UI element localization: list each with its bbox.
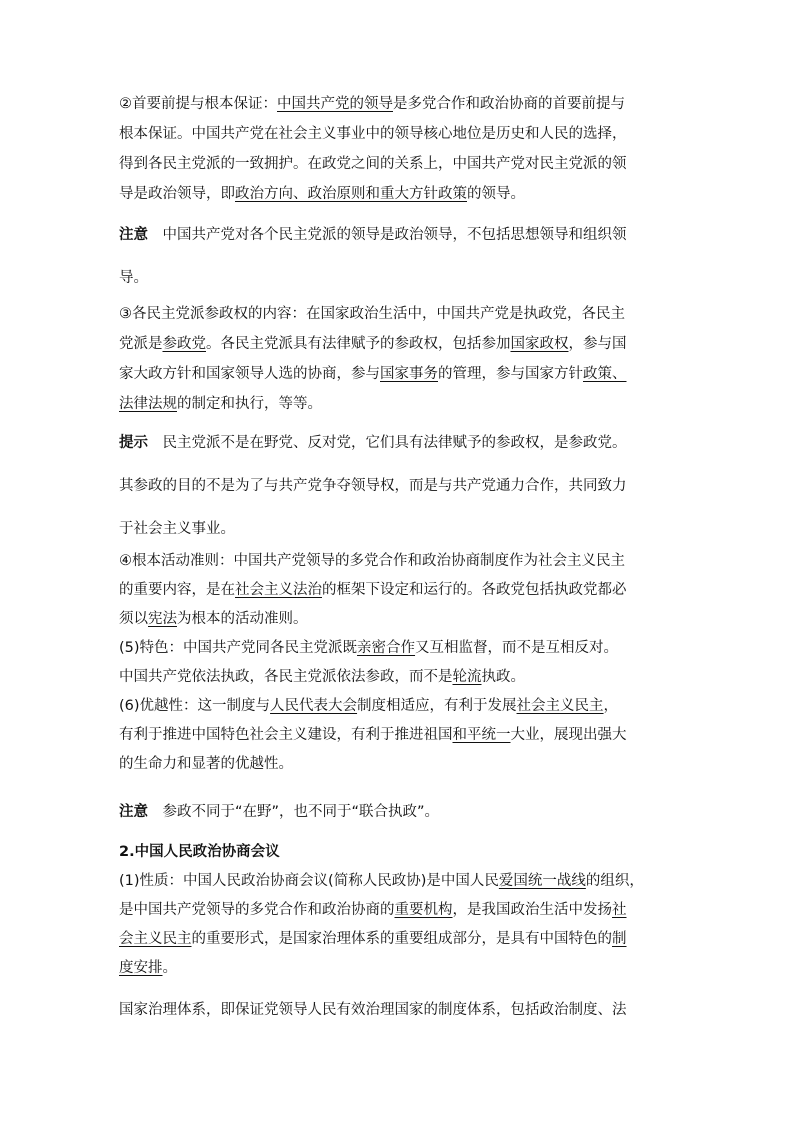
text-run: 导。 — [119, 270, 148, 286]
text-line — [119, 605, 679, 634]
underlined-key-term: 国家事务 — [380, 366, 438, 382]
underlined-key-term: 政策、 — [583, 366, 627, 382]
text-line — [119, 89, 679, 119]
text-run: 的制定和执行，等等。 — [177, 396, 322, 412]
text-run: 大业，展现出强大 — [510, 727, 627, 743]
text-run: 。 — [162, 960, 177, 976]
text-run: 为根本的活动准则。 — [177, 611, 308, 627]
underlined-key-term: 度安排 — [119, 960, 163, 976]
text-line — [119, 634, 679, 663]
text-line — [119, 750, 679, 779]
text-line — [119, 359, 679, 389]
text-run: 中国共产党对各个民主党派的领导是政治领导，不包括思想领导和组织领 — [148, 227, 627, 243]
text-run: 是多党合作和政治协商的首要前提与 — [393, 96, 625, 112]
text-run: 的管理，参与国家方针 — [438, 366, 583, 382]
text-run: 又互相监督，而不是互相反对。 — [415, 640, 619, 656]
text-run: ③各民主党派参政权的内容：在国家政治生活中，中国共产党是执政党，各民主 — [119, 306, 625, 322]
text-run: ④根本活动准则：中国共产党领导的多党合作和政治协商制度作为社会主义民主 — [119, 553, 625, 569]
text-line — [119, 547, 679, 576]
underlined-key-term: 人民代表大会 — [270, 698, 358, 714]
text-run: 。各民主党派具有法律赋予的参政权，包括参加 — [206, 336, 511, 352]
text-line — [119, 299, 679, 329]
text-run: 的组织， — [585, 873, 644, 889]
text-run: 国家治理体系，即保证党领导人民有效治理国家的制度体系，包括政治制度、法 — [119, 1002, 627, 1018]
text-line — [119, 257, 679, 300]
underlined-key-term: 国家政权 — [510, 336, 569, 352]
text-line — [119, 422, 679, 465]
text-run: 党派是 — [119, 336, 163, 352]
underlined-key-term: 政治方向、政治原则和重大方针政策 — [235, 186, 467, 202]
paragraph-activity-principles — [119, 547, 679, 779]
underlined-key-term: 和平统一 — [452, 727, 511, 743]
text-line — [119, 465, 679, 508]
text-line — [119, 995, 679, 1025]
text-run: 有利于推进中国特色社会主义建设，有利于推进祖国 — [119, 727, 453, 743]
text-run: 导是政治领导，即 — [119, 186, 235, 202]
text-line — [119, 954, 679, 983]
text-run: (1)性质：中国人民政治协商会议(简称人民政协)是中国人民 — [119, 873, 499, 889]
text-run: 家大政方针和国家领导人选的协商，参与 — [119, 366, 380, 382]
text-run: (6)优越性：这一制度与 — [119, 698, 271, 714]
paragraph-governance-system — [119, 995, 679, 1025]
text-run: (5)特色：中国共产党同各民主党派既 — [119, 640, 358, 656]
text-line — [119, 389, 679, 419]
text-run: 执政。 — [481, 669, 525, 685]
hint-participating-party — [119, 422, 679, 551]
note-political-leadership — [119, 214, 679, 300]
underlined-key-term: 社会主义法治 — [235, 582, 322, 598]
text-run: 参政不同于“在野”，也不同于“联合执政”。 — [148, 804, 440, 820]
text-run: 的重要形式，是国家治理体系的重要组成部分，是具有中国特色的 — [191, 931, 612, 947]
underlined-key-term: 宪法 — [148, 611, 177, 627]
text-run: ②首要前提与根本保证： — [119, 96, 277, 112]
underlined-key-term: 制 — [612, 931, 627, 947]
text-run: 民主党派不是在野党、反对党，它们具有法律赋予的参政权，是参政党。 — [148, 435, 627, 451]
bold-label: 2.中国人民政治协商会议 — [119, 844, 280, 860]
text-run: ，是我国政治生活中发扬 — [452, 902, 612, 918]
underlined-key-term: 爱国统一战线 — [498, 873, 586, 889]
text-line — [119, 119, 679, 149]
text-run: 中国共产党依法执政，各民主党派依法参政，而不是 — [119, 669, 453, 685]
underlined-key-term: 法律法规 — [119, 396, 177, 412]
paragraph-participation-rights — [119, 299, 679, 419]
bold-label: 注意 — [119, 804, 148, 820]
text-run: 其参政的目的不是为了与共产党争夺领导权，而是与共产党通力合作，共同致力 — [119, 478, 627, 494]
text-run: ，参与国 — [568, 336, 627, 352]
underlined-key-term: 重要机构 — [394, 902, 453, 918]
underlined-key-term: 社 — [612, 902, 627, 918]
text-line — [119, 149, 679, 179]
text-line — [119, 838, 679, 867]
text-run: 的生命力和显著的优越性。 — [119, 756, 293, 772]
underlined-key-term: 参政党 — [162, 336, 206, 352]
underlined-key-term: 社会主义民主 — [516, 698, 604, 714]
bold-label: 提示 — [119, 435, 148, 451]
text-run: 得到各民主党派的一致拥护。在政党之间的关系上，中国共产党对民主党派的领 — [119, 156, 627, 172]
underlined-key-term: 中国共产党的领导 — [277, 96, 393, 112]
text-line — [119, 576, 679, 605]
text-line — [119, 797, 679, 827]
section-cppcc — [119, 838, 679, 983]
text-line — [119, 179, 679, 209]
text-line — [119, 663, 679, 692]
underlined-key-term: 亲密合作 — [357, 640, 416, 656]
text-run: 是中国共产党领导的多党合作和政治协商的 — [119, 902, 395, 918]
text-run: 于社会主义事业。 — [119, 521, 235, 537]
text-run: 的重要内容，是在 — [119, 582, 235, 598]
text-line — [119, 896, 679, 925]
text-run: 的框架下设定和运行的。各政党包括执政党都必 — [322, 582, 627, 598]
text-line — [119, 721, 679, 750]
text-run: ， — [603, 698, 619, 714]
paragraph-leadership-guarantee — [119, 89, 679, 209]
text-run: 须以 — [119, 611, 148, 627]
bold-label: 注意 — [119, 227, 148, 243]
text-line — [119, 329, 679, 359]
text-line — [119, 925, 679, 954]
text-run: 根本保证。中国共产党在社会主义事业中的领导核心地位是历史和人民的选择， — [119, 126, 627, 142]
text-line — [119, 692, 679, 721]
text-run: 制度相适应，有利于发展 — [357, 698, 517, 714]
underlined-key-term: 轮流 — [452, 669, 482, 685]
text-line — [119, 214, 679, 257]
text-line — [119, 867, 679, 896]
note-not-opposition — [119, 797, 679, 827]
underlined-key-term: 会主义民主 — [119, 931, 192, 947]
text-line — [119, 508, 679, 551]
text-run: 的领导。 — [467, 186, 525, 202]
